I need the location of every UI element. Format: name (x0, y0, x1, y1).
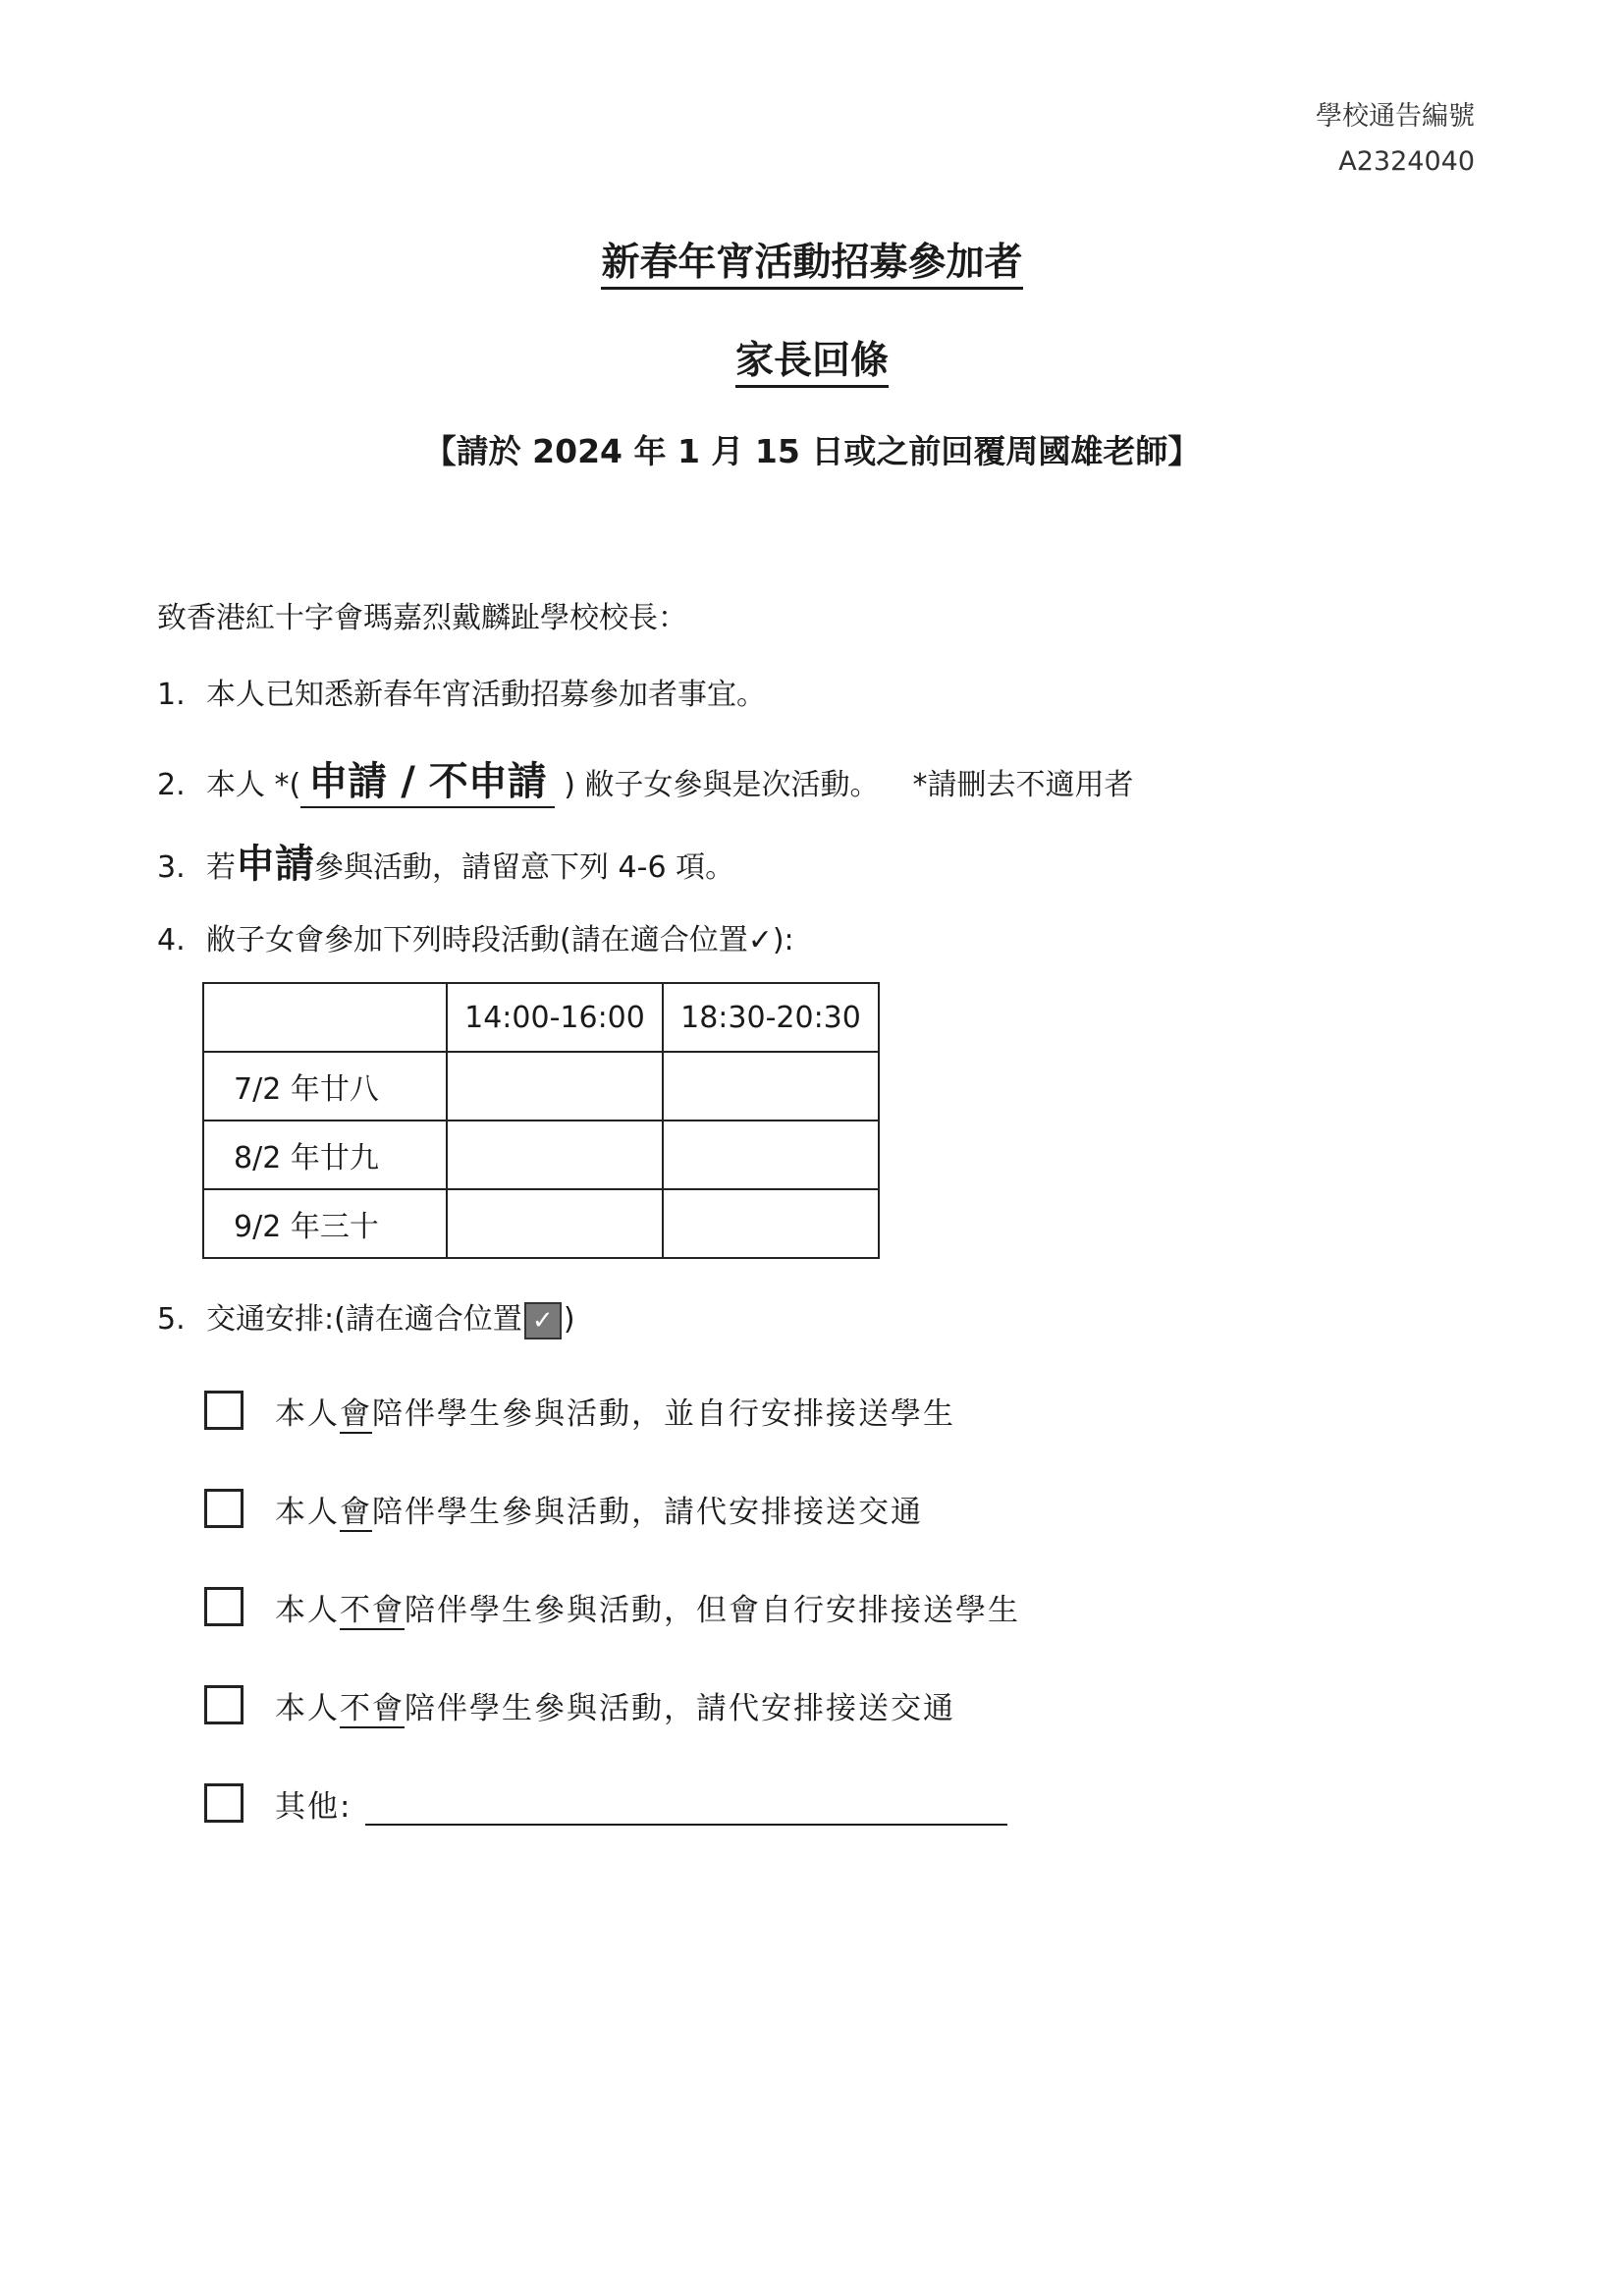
option-text: 本人 (275, 1593, 340, 1628)
item-text-suffix: ) 敝子女參與是次活動。 (564, 768, 880, 802)
delete-note: *請刪去不適用者 (912, 768, 1134, 802)
notice-number-block (1316, 94, 1475, 185)
item-text-prefix: 交通安排:(請在適合位置 (206, 1302, 522, 1337)
item-text-suffix: ) (563, 1302, 575, 1337)
apply-choice[interactable] (300, 750, 554, 808)
item-number: 3. (157, 850, 186, 885)
tick-cell[interactable] (447, 1052, 663, 1121)
item-number: 5. (157, 1302, 186, 1337)
item-2 (157, 750, 1134, 808)
apply-option[interactable]: 申請 (308, 759, 388, 804)
document-subtitle: 家長回條 (0, 330, 1624, 385)
document-title: 新春年宵活動招募參加者 (0, 232, 1624, 287)
checkbox[interactable] (204, 1391, 244, 1430)
option-underlined: 不會 (340, 1593, 405, 1628)
transport-option-other (204, 1781, 1007, 1826)
item-number: 1. (157, 678, 186, 712)
option-text: 本人 (275, 1495, 340, 1530)
date-cell: 7/2 年廿八 (203, 1052, 447, 1121)
item-3 (157, 833, 734, 889)
checkmark-icon: ✓ (524, 1302, 562, 1339)
option-underlined: 不會 (340, 1691, 405, 1726)
checkbox[interactable] (204, 1685, 244, 1724)
apply-emphasis: 申請 (236, 842, 314, 887)
transport-option-3 (204, 1585, 1020, 1629)
item-text: 敝子女會參加下列時段活動(請在適合位置✓): (206, 923, 794, 957)
option-text: 本人 (275, 1396, 340, 1432)
notice-number-label: 學校通告編號 (1316, 101, 1475, 132)
option-text: 陪伴學生參與活動，並自行安排接送學生 (372, 1396, 955, 1432)
session-schedule-table (202, 982, 880, 1259)
other-input-line[interactable] (365, 1784, 1007, 1826)
session-evening-header: 18:30-20:30 (663, 983, 879, 1052)
salutation: 致香港紅十字會瑪嘉烈戴麟趾學校校長： (157, 601, 687, 635)
checkbox[interactable] (204, 1587, 244, 1626)
table-row (203, 1189, 879, 1258)
checkbox[interactable] (204, 1783, 244, 1823)
tick-cell[interactable] (663, 1121, 879, 1189)
item-text-prefix: 若 (206, 850, 236, 885)
table-row (203, 1121, 879, 1189)
option-text: 本人 (275, 1691, 340, 1726)
date-cell: 8/2 年廿九 (203, 1121, 447, 1189)
item-text-prefix: 本人 *( (206, 768, 301, 802)
tick-cell[interactable] (447, 1189, 663, 1258)
table-header-row (203, 983, 879, 1052)
option-underlined: 會 (340, 1495, 372, 1530)
item-number: 4. (157, 923, 186, 957)
transport-option-4 (204, 1683, 955, 1727)
other-label: 其他: (275, 1789, 352, 1825)
notice-number-code: A2324040 (1338, 146, 1475, 177)
not-apply-option[interactable]: 不申請 (428, 759, 547, 804)
item-5 (157, 1294, 575, 1339)
choice-slash: / (401, 759, 415, 804)
item-number: 2. (157, 768, 186, 802)
table-corner-cell (203, 983, 447, 1052)
item-text: 本人已知悉新春年宵活動招募參加者事宜。 (206, 678, 766, 712)
item-text-suffix: 參與活動，請留意下列 4-6 項。 (314, 850, 735, 885)
option-underlined: 會 (340, 1396, 372, 1432)
table-row (203, 1052, 879, 1121)
tick-cell[interactable] (447, 1121, 663, 1189)
option-text: 陪伴學生參與活動，請代安排接送交通 (405, 1691, 955, 1726)
transport-option-2 (204, 1487, 923, 1531)
reply-deadline: 【請於 2024 年 1 月 15 日或之前回覆周國雄老師】 (423, 432, 1201, 470)
item-4 (157, 915, 794, 958)
tick-cell[interactable] (663, 1052, 879, 1121)
tick-cell[interactable] (663, 1189, 879, 1258)
checkbox[interactable] (204, 1489, 244, 1528)
transport-option-1 (204, 1389, 955, 1433)
item-1 (157, 670, 766, 713)
date-cell: 9/2 年三十 (203, 1189, 447, 1258)
option-text: 陪伴學生參與活動，但會自行安排接送學生 (405, 1593, 1020, 1628)
option-text: 陪伴學生參與活動，請代安排接送交通 (372, 1495, 923, 1530)
session-afternoon-header: 14:00-16:00 (447, 983, 663, 1052)
